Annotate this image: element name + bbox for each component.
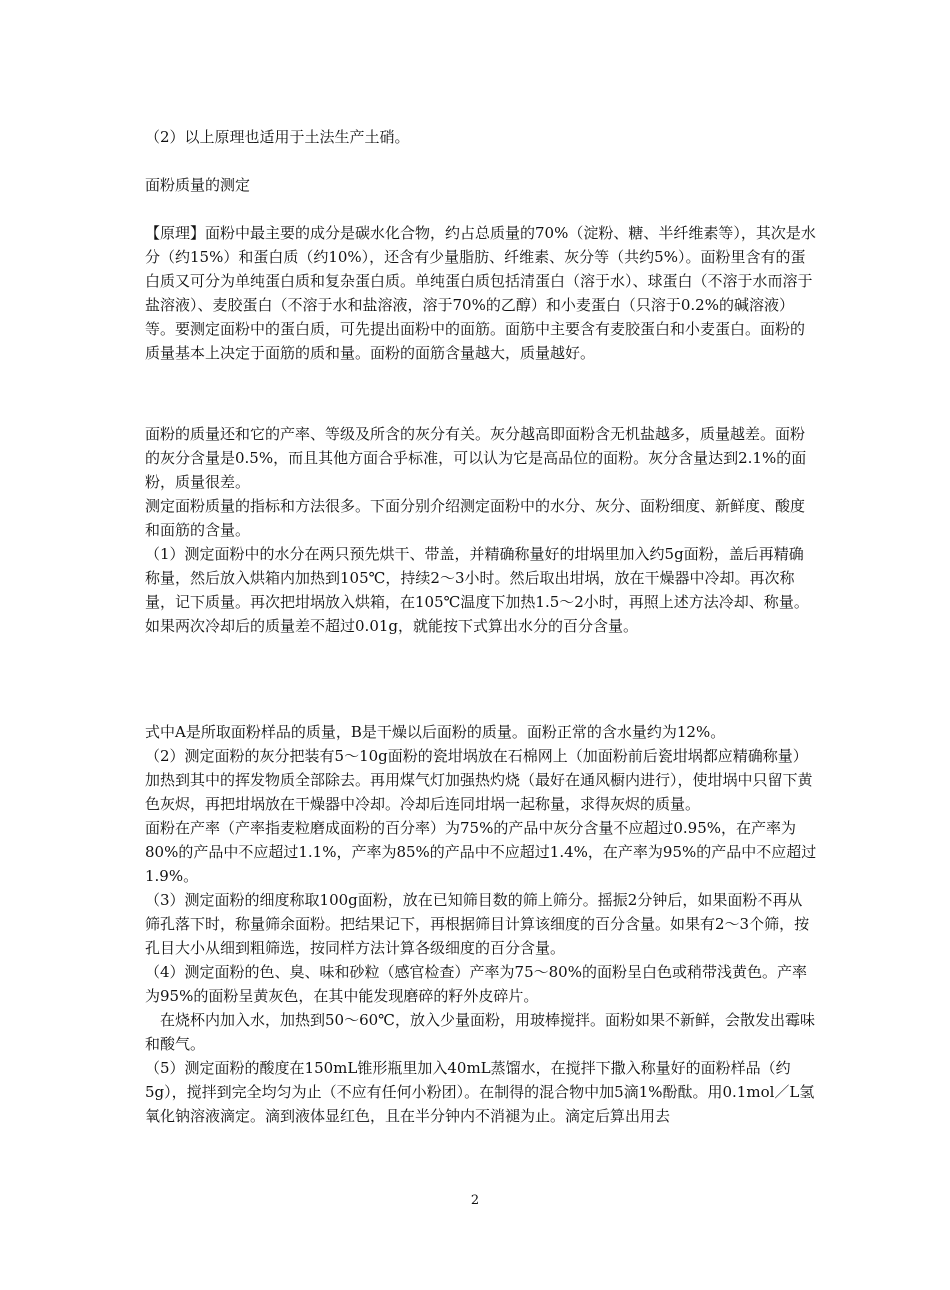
section-heading — [145, 173, 817, 197]
heading-text: 面粉质量的测定 — [145, 176, 251, 194]
ash-standard-text: 面粉在产率（产率指麦粒磨成面粉的百分率）为75%的产品中灰分含量不应超过0.95%，在产率为80%的产品中不应超过1.1%，产率为85%的产品中不应超过1.4%，在产率为95%的产品中不应超过1.9%。 — [145, 819, 817, 885]
principle-text: 面粉中最主要的成分是碳水化合物，约占总质量的70%（淀粉、糖、半纤维素等），其次是水分（约15%）和蛋白质（约10%），还含有少量脂肪、纤维素、灰分等（共约5%）。面粉里含有的蛋白质又可分为单纯蛋白质和复杂蛋白质。单纯蛋白质包括清蛋白（溶于水）、球蛋白（不溶于水而溶于盐溶液）、麦胶蛋白（不溶于水和盐溶液，溶于70%的乙醇）和小麦蛋白（只溶于0.2%的碱溶液）等。要测定面粉中的蛋白质，可先提出面粉中的面筋。面筋中主要含有麦胶蛋白和小麦蛋白。面粉的质量基本上决定于面筋的质和量。面粉的面筋含量越大，质量越好。 — [145, 224, 816, 362]
principle-label: 【原理】 — [145, 224, 206, 242]
methods-text: 测定面粉质量的指标和方法很多。下面分别介绍测定面粉中的水分、灰分、面粉细度、新鲜度、酸度和面筋的含量。 — [145, 497, 806, 539]
sensory-text: （4）测定面粉的色、臭、味和砂粒（感官检查）产率为75～80%的面粉呈白色或稍带浅黄色。产率为95%的面粉呈黄灰色，在其中能发现磨碎的籽外皮碎片。 — [145, 963, 807, 1005]
page-number: 2 — [470, 1193, 480, 1208]
acidity-text: （5）测定面粉的酸度在150mL锥形瓶里加入40mL蒸馏水，在搅拌下撒入称量好的面粉样品（约5g），搅拌到完全均匀为止（不应有任何小粉团）。在制得的混合物中加5滴1%酚酞。用0.1mol／L氢氧化钠溶液滴定。滴到液体显红色，且在半分钟内不消褪为止。滴定后算出用去 — [145, 1059, 815, 1125]
fineness-text: （3）测定面粉的细度称取100g面粉，放在已知筛目数的筛上筛分。摇振2分钟后，如果面粉不再从筛孔落下时，称量筛余面粉。把结果记下，再根据筛目计算该细度的百分含量。如果有2～3个筛，按孔目大小从细到粗筛选，按同样方法计算各级细度的百分含量。 — [145, 891, 810, 957]
ash-paragraph — [145, 422, 817, 638]
text-line-1: （2）以上原理也适用于土法生产土硝。 — [145, 128, 410, 146]
ash-method-text: （2）测定面粉的灰分把装有5～10g面粉的瓷坩埚放在石棉网上（加面粉前后瓷坩埚都应精确称量）加热到其中的挥发物质全部除去。再用煤气灯加强热灼烧（最好在通风橱内进行），使坩埚中只留下黄色灰烬，再把坩埚放在干燥器中冷却。冷却后连同坩埚一起称量，求得灰烬的质量。 — [145, 747, 813, 813]
principle-paragraph — [145, 221, 817, 365]
ash-text: 面粉的质量还和它的产率、等级及所含的灰分有关。灰分越高即面粉含无机盐越多，质量越差。面粉的灰分含量是0.5%，而且其他方面合乎标准，可以认为它是高品位的面粉。灰分含量达到2.1%的面粉，质量很差。 — [145, 425, 807, 491]
freshness-text: 在烧杯内加入水，加热到50～60℃，放入少量面粉，用玻棒搅拌。面粉如果不新鲜，会散发出霉味和酸气。 — [145, 1011, 815, 1053]
paragraph-line-1 — [145, 125, 817, 149]
after-formula-section — [145, 720, 817, 1128]
moisture-text: （1）测定面粉中的水分在两只预先烘干、带盖，并精确称量好的坩埚里加入约5g面粉，盖后再精确称量，然后放入烘箱内加热到105℃，持续2～3小时。然后取出坩埚，放在干燥器中冷却。再次称量，记下质量。再次把坩埚放入烘箱，在105℃温度下加热1.5～2小时，再照上述方法冷却、称量。如果两次冷却后的质量差不超过0.01g，就能按下式算出水分的百分含量。 — [145, 545, 809, 635]
formula-note-text: 式中A是所取面粉样品的质量，B是干燥以后面粉的质量。面粉正常的含水量约为12%。 — [145, 723, 726, 741]
